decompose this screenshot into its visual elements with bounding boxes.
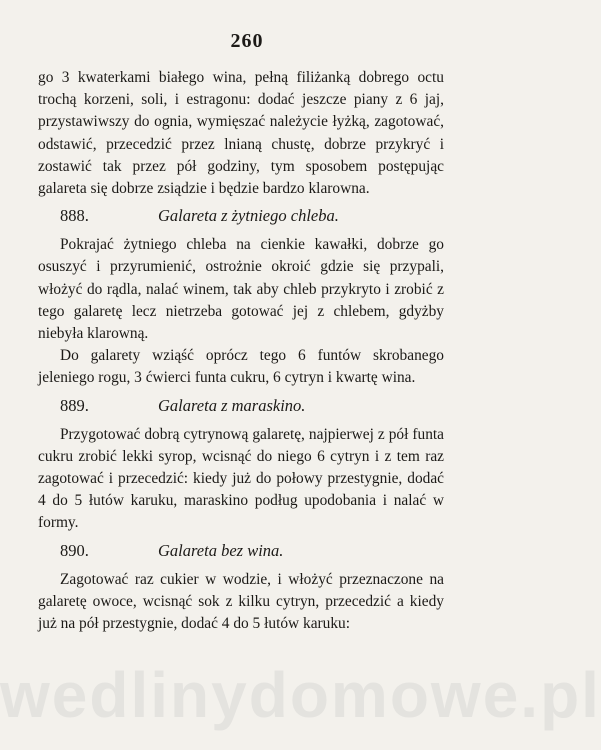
recipe-heading-889	[38, 396, 444, 416]
paragraph-888-a: Pokrajać żytniego chleba na cienkie kawałki, dobrze go osuszyć i przyrumienić, ostrożnie okroić gdzie się przypali, włożyć do rądla, nalać winem, tak aby chleb przykryto i zrobić z tego galaretę lecz nietrzeba gotować jej z chlebem, gdyżby niebyła klarowną.	[38, 236, 444, 343]
recipe-number: 888.	[60, 206, 89, 226]
page-number: 260	[230, 30, 264, 52]
recipe-title: Galareta z żytniego chleba.	[158, 206, 339, 226]
recipe-title: Galareta bez wina.	[158, 540, 284, 560]
recipe-number: 889.	[60, 395, 89, 415]
watermark: wedlinydomowe.pl	[0, 659, 601, 731]
paragraph-888-b: Do galarety wziąść oprócz tego 6 funtów skrobanego jeleniego rogu, 3 ćwierci funta cukru, 6 cytryn i kwartę wina.	[38, 347, 444, 387]
recipe-heading-888	[38, 206, 444, 226]
recipe-number: 890.	[60, 540, 89, 560]
recipe-title: Galareta z maraskino.	[158, 395, 306, 415]
paragraph-889: Przygotować dobrą cytrynową galaretę, najpierwej z pół funta cukru zrobić lekki syrop, wcisnąć do niego 6 cytryn i z tem raz zagotować i przecedzić: kiedy już do połowy przestygnie, dodać 4 do 5 łutów karuku, maraskino podług upodobania i nalać w formy.	[38, 425, 444, 532]
paragraph-continuation: go 3 kwaterkami białego wina, pełną filiżanką dobrego octu trochą korzeni, soli, i estragonu: dodać jeszcze piany z 6 jaj, przystawiwszy do ognia, wymięszać należycie łyżką, zagotować, odstawić, przecedzić przez lnianą chustę, dobrze przykryć i zostawić tak przez pół godziny, tym sposobem postępując galareta się dobrze zsiądzie i będzie bardzo klarowna.	[38, 69, 444, 198]
paragraph-890: Zagotować raz cukier w wodzie, i włożyć przeznaczone na galaretę owoce, wcisnąć sok z kilku cytryn, przecedzić a kiedy już na pół przestygnie, dodać 4 do 5 łutów karuku:	[38, 570, 444, 633]
recipe-heading-890	[38, 541, 444, 561]
